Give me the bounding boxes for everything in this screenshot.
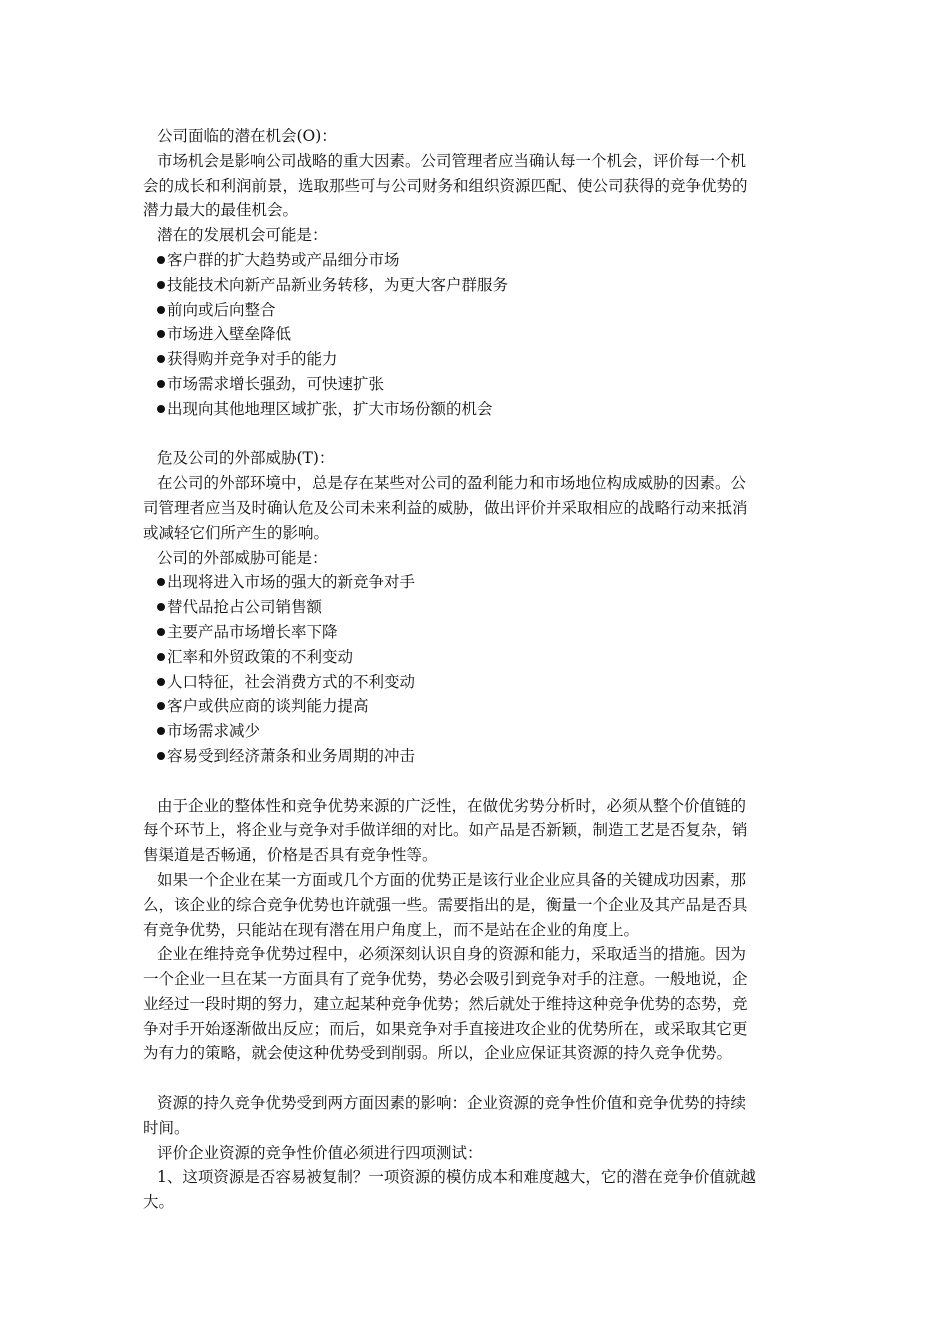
threats-section: [143, 446, 808, 768]
list-item-text: 容易受到经济萧条和业务周期的冲击: [167, 746, 416, 765]
bullet-icon: [157, 405, 165, 413]
list-item: [143, 570, 808, 595]
list-item: [143, 719, 808, 744]
text-line: 每个环节上，将企业与竞争对手做详细的对比。如产品是否新颖，制造工艺是否复杂，销: [143, 821, 748, 840]
threats-heading: 危及公司的外部威胁(T)：: [157, 449, 335, 468]
list-item: [143, 694, 808, 719]
bullet-icon: [157, 281, 165, 289]
analysis-paragraph-1: [143, 794, 808, 868]
blank-line: [143, 422, 808, 447]
list-item: [143, 595, 808, 620]
resources-paragraph-1: [143, 1091, 808, 1141]
list-item-text: 客户群的扩大趋势或产品细分市场: [167, 250, 400, 269]
analysis-paragraph-2: [143, 868, 808, 942]
list-item-text: 客户或供应商的谈判能力提高: [167, 697, 369, 716]
resources-paragraph-2: 评价企业资源的竞争性价值必须进行四项测试：: [157, 1143, 483, 1162]
resources-paragraph-3: [143, 1165, 808, 1215]
bullet-icon: [157, 306, 165, 314]
list-item: [143, 397, 808, 422]
text-line: 时间。: [143, 1118, 190, 1137]
bullet-icon: [157, 727, 165, 735]
list-item: [143, 248, 808, 273]
analysis-section: [143, 794, 808, 1067]
text-line: 如果一个企业在某一方面或几个方面的优势正是该行业企业应具备的关键成功因素，那: [157, 870, 747, 889]
bullet-icon: [157, 380, 165, 388]
blank-line: [143, 769, 808, 794]
threats-list-title: 公司的外部威胁可能是：: [157, 548, 328, 567]
bullet-icon: [157, 678, 165, 686]
list-item: [143, 273, 808, 298]
list-item-text: 出现向其他地理区域扩张，扩大市场份额的机会: [167, 399, 493, 418]
bullet-icon: [157, 578, 165, 586]
text-line: 么，该企业的综合竞争优势也许就强一些。需要指出的是，衡量一个企业及其产品是否具: [143, 895, 748, 914]
text-line: 潜力最大的最佳机会。: [143, 201, 299, 220]
bullet-icon: [157, 330, 165, 338]
opportunities-section: [143, 124, 808, 422]
text-line: 企业在维持竞争优势过程中，必须深刻认识自身的资源和能力，采取适当的措施。因为: [157, 945, 747, 964]
text-line: 资源的持久竞争优势受到两方面因素的影响：企业资源的竞争性价值和竞争优势的持续: [157, 1094, 747, 1113]
list-item-text: 人口特征，社会消费方式的不利变动: [167, 672, 416, 691]
threats-list: [143, 570, 808, 768]
list-item-text: 出现将进入市场的强大的新竞争对手: [167, 573, 416, 592]
text-line: 为有力的策略，就会使这种优势受到削弱。所以，企业应保证其资源的持久竞争优势。: [143, 1044, 733, 1063]
list-item-text: 替代品抢占公司销售额: [167, 598, 323, 617]
text-line: 争对手开始逐渐做出反应；而后，如果竞争对手直接进攻企业的优势所在，或采取其它更: [143, 1019, 748, 1038]
list-item-text: 市场进入壁垒降低: [167, 325, 292, 344]
opportunities-list-title: 潜在的发展机会可能是：: [157, 226, 328, 245]
list-item-text: 市场需求减少: [167, 722, 261, 741]
list-item-text: 技能技术向新产品新业务转移，为更大客户群服务: [167, 275, 509, 294]
bullet-icon: [157, 653, 165, 661]
list-item: [143, 322, 808, 347]
list-item-text: 汇率和外贸政策的不利变动: [167, 647, 354, 666]
text-line: 会的成长和利润前景，选取那些可与公司财务和组织资源匹配、使公司获得的竞争优势的: [143, 176, 748, 195]
analysis-paragraph-3: [143, 942, 808, 1066]
bullet-icon: [157, 603, 165, 611]
opportunities-heading: 公司面临的潜在机会(O)：: [157, 127, 337, 145]
blank-line: [143, 1066, 808, 1091]
text-line: 一个企业一旦在某一方面具有了竞争优势，势必会吸引到竞争对手的注意。一般地说，企: [143, 970, 748, 989]
document-page: [143, 124, 808, 1215]
text-line: 大。: [143, 1193, 175, 1212]
bullet-icon: [157, 355, 165, 363]
text-line: 在公司的外部环境中，总是存在某些对公司的盈利能力和市场地位构成威胁的因素。公: [157, 474, 747, 493]
text-line: 售渠道是否畅通，价格是否具有竞争性等。: [143, 846, 438, 865]
text-line: 由于企业的整体性和竞争优势来源的广泛性，在做优劣势分析时，必须从整个价值链的: [157, 796, 747, 815]
list-item-text: 获得购并竞争对手的能力: [167, 350, 338, 369]
opportunities-list: [143, 248, 808, 422]
bullet-icon: [157, 702, 165, 710]
opportunities-intro: [143, 149, 808, 223]
bullet-icon: [157, 628, 165, 636]
list-item: [143, 298, 808, 323]
resources-section: [143, 1091, 808, 1215]
list-item: [143, 372, 808, 397]
text-line: 业经过一段时期的努力，建立起某种竞争优势；然后就处于维持这种竞争优势的态势，竞: [143, 994, 748, 1013]
list-item-text: 市场需求增长强劲，可快速扩张: [167, 374, 385, 393]
list-item: [143, 645, 808, 670]
text-line: 有竞争优势，只能站在现有潜在用户角度上，而不是站在企业的角度上。: [143, 920, 640, 939]
bullet-icon: [157, 752, 165, 760]
threats-intro: [143, 471, 808, 545]
list-item-text: 前向或后向整合: [167, 300, 276, 319]
text-line: 或减轻它们所产生的影响。: [143, 523, 330, 542]
list-item: [143, 670, 808, 695]
text-line: 司管理者应当及时确认危及公司未来利益的威胁，做出评价并采取相应的战略行动来抵消: [143, 498, 748, 517]
list-item: [143, 620, 808, 645]
list-item-text: 主要产品市场增长率下降: [167, 622, 338, 641]
text-line: 市场机会是影响公司战略的重大因素。公司管理者应当确认每一个机会，评价每一个机: [157, 151, 747, 170]
list-item: [143, 347, 808, 372]
list-item: [143, 744, 808, 769]
text-line: 1、这项资源是否容易被复制？一项资源的模仿成本和难度越大，它的潜在竞争价值就越: [157, 1168, 756, 1187]
bullet-icon: [157, 256, 165, 264]
